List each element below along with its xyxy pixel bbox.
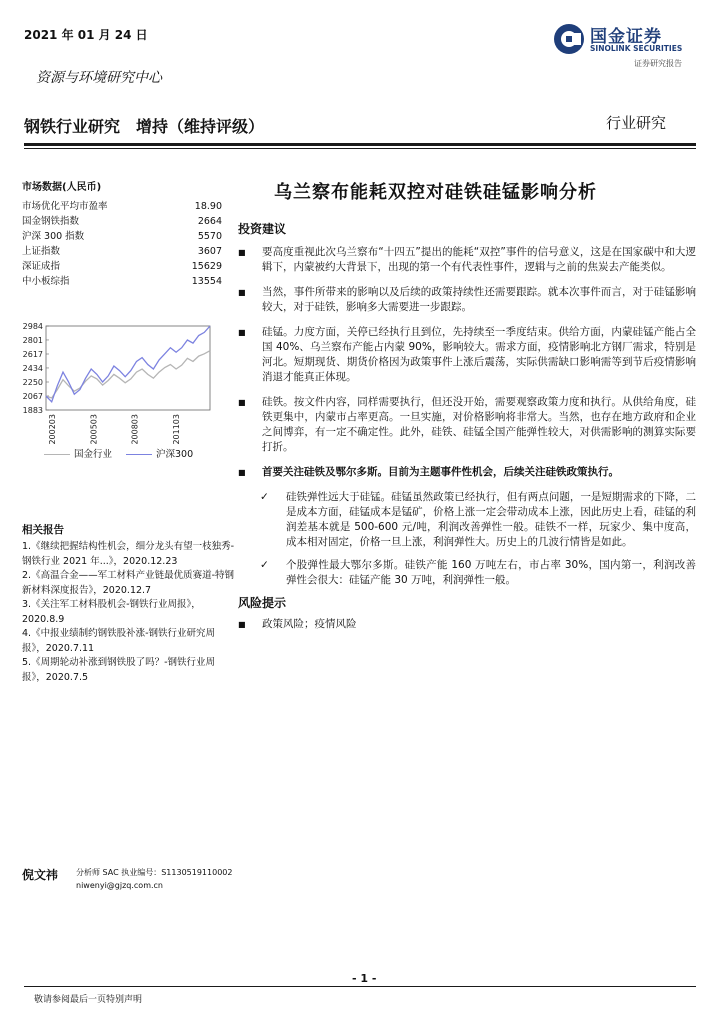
market-label: 深证成指 [22, 261, 61, 272]
logo-mark-icon [552, 22, 586, 56]
market-row [22, 244, 222, 259]
related-report-item[interactable]: 3.《关注军工材料股机会-钢铁行业周报》，2020.8.9 [22, 599, 201, 625]
bullet-text: 硅锰。力度方面，关停已经执行且到位，先持续至一季度结束。供给方面，内蒙硅锰产能占全国 40%、乌兰察布产能占内蒙 90%，影响较大。需求方面，疫情影响北方钢厂需求，特别是河北。短期现货、期货价格因为政策事件上涨后震荡，实际供需缺口影响需等到节后疫情影响消退才能真正体现。 [262, 326, 696, 383]
related-report-item[interactable]: 5.《周期轮动补涨到钢铁股了吗？-钢铁行业周报》，2020.7.5 [22, 657, 215, 683]
bullet-square-icon: ■ [238, 248, 246, 257]
market-value: 13554 [191, 276, 222, 287]
market-label: 上证指数 [22, 246, 61, 257]
document-type: 证券研究报告 [634, 59, 682, 68]
legend-item-industry [44, 446, 112, 460]
main-content [238, 222, 696, 642]
report-date: 2021 年 01 月 24 日 [24, 28, 148, 42]
market-row [22, 214, 222, 229]
bullet-text: 当然，事件所带来的影响以及后续的政策持续性还需要跟踪。就本次事件而言，对于硅锰影响较大，对于硅铁，影响多大需要进一步跟踪。 [262, 286, 696, 313]
bullet-text: 硅铁。按文件内容，同样需要执行，但还没开始，需要观察政策力度和执行。从供给角度，硅铁更集中，内蒙市占率更高。一旦实施，对价格影响将非常大。当然，也存在地方政府和企业之间博弈，有一定不确定性。此外，硅铁、硅锰全国产能弹性较大，对供需影响的测算实际要打折。 [262, 396, 696, 453]
industry-rating: 钢铁行业研究 增持（维持评级） [24, 117, 265, 136]
logo-text-cn: 国金证券 [590, 27, 662, 47]
investment-bullet [238, 285, 696, 315]
y-tick-label: 2801 [22, 335, 43, 345]
investment-bullets [238, 245, 696, 455]
related-report-item[interactable]: 2.《高温合金——军工材料产业链最优质赛道-特钢新材料深度报告》，2020.12.7 [22, 570, 234, 596]
market-label: 国金钢铁指数 [22, 216, 80, 227]
sub-point-text: 个股弹性最大鄂尔多斯。硅铁产能 160 万吨左右，市占率 30%，国内第一，利润改善弹性会很大：硅锰产能 30 万吨，利润弹性一般。 [286, 559, 696, 586]
market-data-panel [22, 178, 222, 289]
chart-legend [44, 446, 244, 460]
legend-label-industry: 国金行业 [74, 449, 113, 460]
sub-points [238, 490, 696, 588]
market-value: 3607 [197, 246, 222, 257]
y-tick-label: 2067 [22, 391, 43, 401]
bullet-square-icon: ■ [238, 288, 246, 297]
market-value: 5570 [197, 231, 222, 242]
sub-point-text: 硅铁弹性远大于硅锰。硅锰虽然政策已经执行，但有两点问题，一是短期需求的下降，二是成本方面，硅锰成本是锰矿，价格上涨一定会带动成本上涨，因此历史上看，硅锰的利润差基本就是 500-600 元/吨，利润改善弹性一般。硅铁不一样，玩家少、集中度高，成本相对固定，价格一旦上涨，利润弹性大。历史上的几波行情皆是如此。 [286, 491, 696, 548]
header-divider-thin [24, 148, 696, 149]
sub-point [260, 558, 696, 588]
investment-bullet [238, 395, 696, 455]
report-category: 行业研究 [606, 114, 667, 132]
market-row [22, 274, 222, 289]
x-tick-label: 200503 [89, 414, 99, 445]
sub-point [260, 490, 696, 550]
report-title: 乌兰察布能耗双控对硅铁硅锰影响分析 [274, 182, 597, 203]
investment-bullet [238, 245, 696, 275]
x-tick-label: 201103 [172, 414, 181, 445]
focus-text: 首要关注硅铁及鄂尔多斯。目前为主题事件性机会，后续关注硅铁政策执行。 [262, 466, 619, 478]
legend-label-csi300: 沪深300 [156, 449, 194, 460]
y-tick-label: 1883 [22, 406, 43, 415]
logo-text-en: SINOLINK SECURITIES [590, 44, 683, 53]
market-row [22, 229, 222, 244]
footer-divider [24, 986, 696, 987]
market-label: 市场优化平均市盈率 [22, 201, 108, 212]
checkmark-icon: ✓ [260, 559, 269, 571]
market-row [22, 259, 222, 274]
series-line-csi300 [46, 326, 210, 402]
market-value: 18.90 [194, 201, 222, 212]
related-report-item[interactable]: 1.《继续把握结构性机会，细分龙头有望一枝独秀-钢铁行业 2021 年...》，2020.12.23 [22, 541, 234, 567]
y-tick-label: 2984 [22, 322, 43, 331]
y-tick-label: 2617 [22, 350, 43, 359]
market-row [22, 199, 222, 214]
bullet-square-icon: ■ [238, 620, 246, 629]
bullet-square-icon: ■ [238, 398, 246, 407]
disclaimer: 敬请参阅最后一页特别声明 [34, 995, 143, 1005]
market-value: 15629 [191, 261, 222, 272]
company-logo [552, 22, 692, 62]
page-number: - 1 - [352, 972, 377, 985]
related-report-item[interactable]: 4.《中报业绩制约钢铁股补涨-钢铁行业研究周报》，2020.7.11 [22, 628, 215, 654]
department: 资源与环境研究中心 [36, 70, 162, 86]
checkmark-icon: ✓ [260, 491, 269, 503]
author-info [76, 866, 232, 892]
y-tick-label: 2434 [22, 363, 43, 373]
legend-item-csi300 [126, 446, 193, 460]
market-data-title: 市场数据(人民币) [22, 182, 102, 193]
bullet-text: 要高度重视此次乌兰察布“十四五”提出的能耗“双控”事件的信号意义，这是在国家碳中和大逻辑下，内蒙被约大背景下，出现的第一个有代表性事件，逻辑与之前的焦炭去产能类似。 [262, 246, 696, 273]
author-email[interactable]: niwenyi@gjzq.com.cn [76, 881, 164, 890]
bullet-square-icon: ■ [238, 468, 246, 477]
market-label: 中小板综指 [22, 276, 70, 287]
y-tick-label: 2250 [22, 378, 43, 387]
market-data-rows [22, 199, 222, 289]
risk-title: 风险提示 [238, 596, 287, 610]
risk-text: 政策风险；疫情风险 [262, 618, 357, 630]
focus-bullet [238, 465, 696, 480]
market-value: 2664 [197, 216, 222, 227]
risk-bullet [238, 617, 696, 632]
chart-frame [46, 326, 210, 410]
related-reports-list [22, 540, 234, 685]
bullet-square-icon: ■ [238, 328, 246, 337]
author-name: 倪文祎 [22, 868, 59, 882]
header-divider [24, 143, 696, 146]
author-sac: 分析师 SAC 执业编号：S1130519110002 [76, 868, 233, 877]
x-tick-label: 200803 [130, 414, 140, 445]
related-reports-title: 相关报告 [22, 524, 64, 536]
investment-bullet [238, 325, 696, 385]
market-label: 沪深 300 指数 [22, 231, 85, 242]
investment-advice-title: 投资建议 [238, 222, 287, 236]
x-tick-label: 200203 [48, 414, 57, 445]
